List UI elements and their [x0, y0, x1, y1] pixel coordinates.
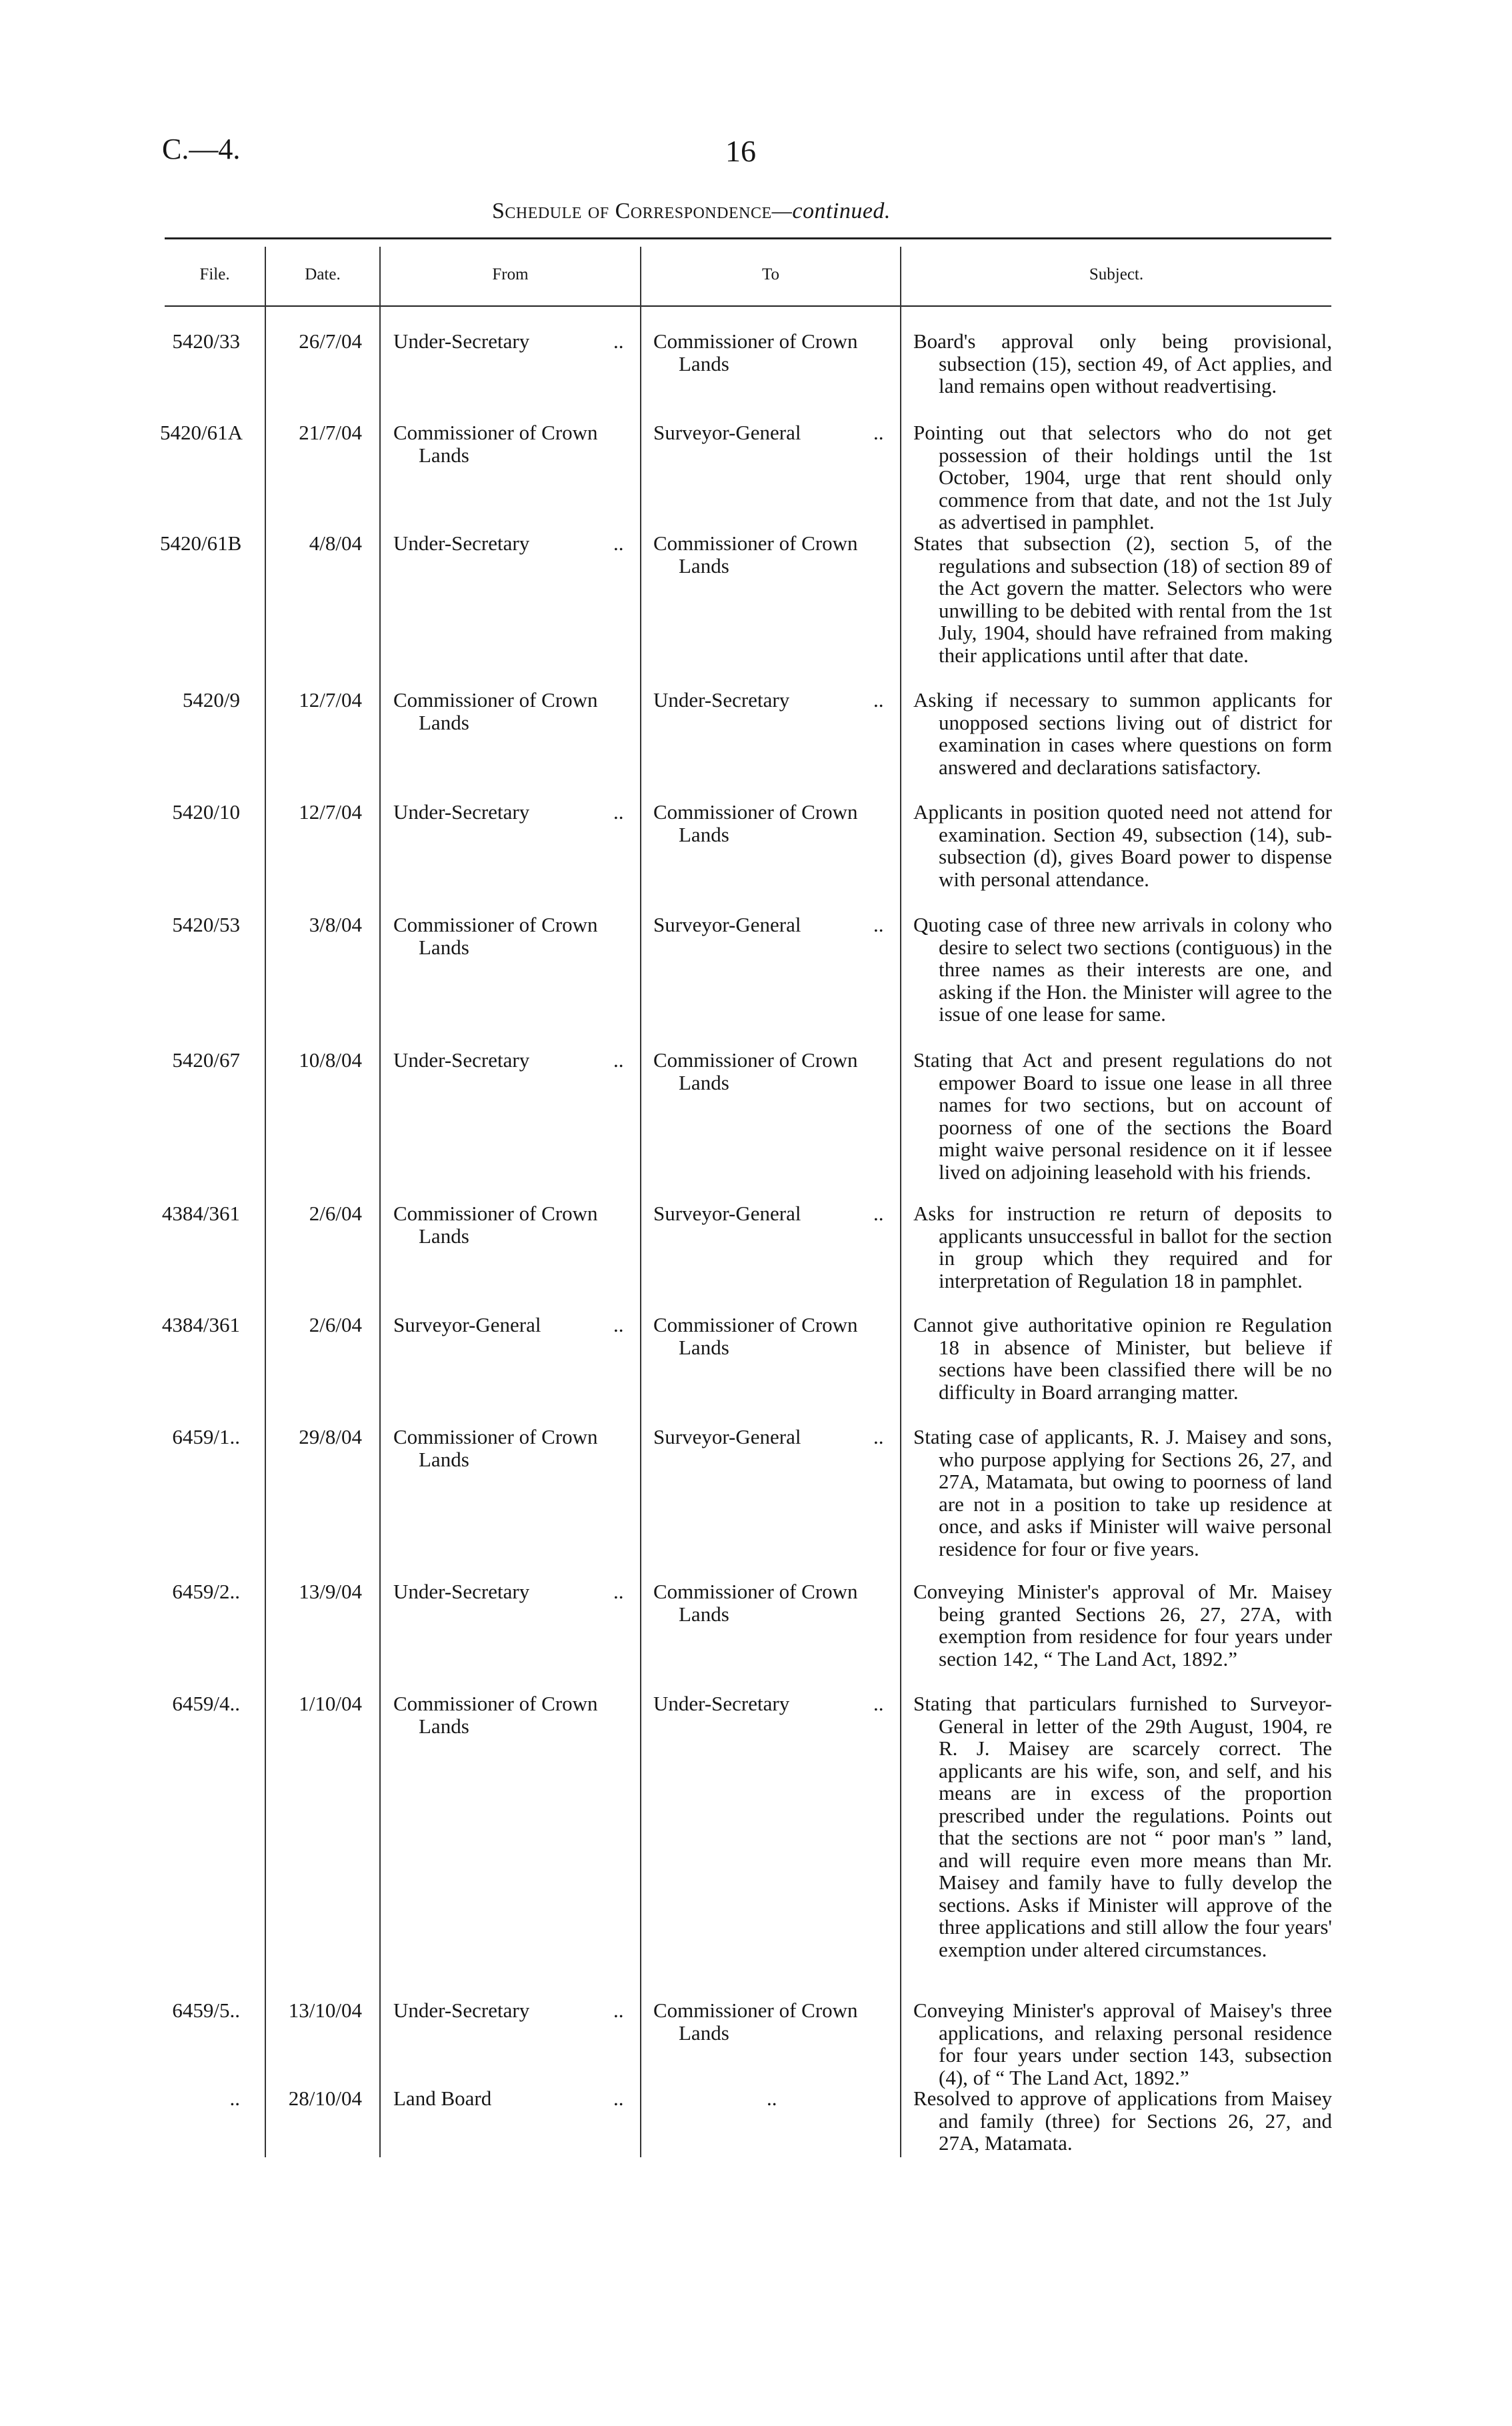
file-number: 5420/53 — [172, 913, 240, 936]
sender-cell — [393, 1314, 630, 1336]
file-number: 6459/5.. — [172, 1999, 240, 2022]
recipient-cell — [653, 1692, 890, 1715]
leader-dots: .. — [613, 329, 624, 353]
column-header-from: From — [492, 265, 529, 283]
subject-text: Resolved to approve of applications from Maisey and family (three) for Sections 26, 27, and 27A, Matamata. — [913, 2087, 1332, 2155]
recipient-line: Under-Secretary — [653, 688, 790, 712]
subject-text: Applicants in position quoted need not attend for examination. Section 49, subsection (14), sub-subsection (d), gives Board power to dispense with personal attendance. — [913, 800, 1332, 891]
column-header-subject: Subject. — [1089, 265, 1144, 283]
sender-cell — [393, 1692, 630, 1737]
sender-line: Commissioner of Crown — [393, 688, 598, 712]
subject-text: Asks for instruction re return of deposits to applicants unsuccessful in ballot for the section in group which they required and for interpretation of Regulation 18 in pamphlet. — [913, 1202, 1332, 1292]
page-identifier: C.—4. — [162, 133, 241, 165]
recipient-line: Commissioner of Crown — [653, 1580, 858, 1603]
subject-text: Quoting case of three new arrivals in colony who desire to select two sections (contiguous) in the three names as their interests are one, and asking if the Hon. the Minister will agree to the issue of one lease for same. — [913, 913, 1332, 1026]
recipient-cell — [653, 1202, 890, 1225]
sender-line: Commissioner of Crown — [393, 913, 598, 936]
file-number: 6459/1.. — [172, 1425, 240, 1448]
file-number: 5420/9 — [182, 688, 240, 712]
subject-text: Asking if necessary to summon applicants for unopposed sections living out of district for examination in cases where questions on form answered and declarations satisfactory. — [913, 688, 1332, 779]
leader-dots: .. — [873, 1425, 884, 1448]
recipient-line: Lands — [679, 1335, 729, 1359]
recipient-line: Surveyor-General — [653, 421, 801, 444]
recipient-cell — [653, 689, 890, 712]
sender-cell — [393, 532, 630, 555]
letter-date: 4/8/04 — [309, 531, 362, 555]
sender-line: Lands — [419, 1224, 469, 1248]
letter-date: 1/10/04 — [299, 1692, 362, 1715]
file-number: 5420/10 — [172, 800, 240, 824]
column-header-file: File. — [199, 265, 230, 283]
file-number: 6459/4.. — [172, 1692, 240, 1715]
file-number: 5420/33 — [172, 329, 240, 353]
recipient-line: Lands — [679, 351, 729, 375]
sender-line: Commissioner of Crown — [393, 1202, 598, 1225]
recipient-line: Lands — [679, 553, 729, 577]
letter-date: 26/7/04 — [299, 329, 362, 353]
subject-text: Stating case of applicants, R. J. Maisey and sons, who purpose applying for Sections 26, 27, and 27A, Matamata, but owing to poorness of land are not in a position to take up residence at once, and asks if Minister will waive personal residence for four or five years. — [913, 1425, 1332, 1560]
subject-text: Pointing out that selectors who do not get possession of their holdings until the 1st October, 1904, urge that rent should only commence from that date, and not the 1st July as advertised in pamphlet. — [913, 421, 1332, 533]
leader-dots: .. — [613, 1313, 624, 1336]
column-divider — [640, 247, 641, 2157]
sender-line: Surveyor-General — [393, 1313, 541, 1336]
recipient-line: Commissioner of Crown — [653, 531, 858, 555]
letter-date: 10/8/04 — [299, 1048, 362, 1072]
file-number: .. — [229, 2087, 240, 2110]
page-number: 16 — [725, 134, 756, 168]
recipient-line: Lands — [679, 1602, 729, 1626]
sender-cell — [393, 2087, 630, 2110]
recipient-line: Lands — [679, 2021, 729, 2045]
letter-date: 12/7/04 — [299, 800, 362, 824]
subject-text: Conveying Minister's approval of Maisey's three applications, and relaxing personal residence for four years under section 143, subsection (4), of “ The Land Act, 1892.” — [913, 1999, 1332, 2089]
recipient-cell — [653, 1999, 890, 2044]
recipient-line: .. — [767, 2087, 777, 2110]
sender-cell — [393, 1049, 630, 1072]
letter-date: 28/10/04 — [288, 2087, 362, 2110]
file-number: 6459/2.. — [172, 1580, 240, 1603]
sender-line: Land Board — [393, 2087, 492, 2110]
sender-cell — [393, 330, 630, 353]
leader-dots: .. — [873, 1692, 884, 1715]
title-continued: —continued. — [771, 199, 891, 223]
file-number: 5420/67 — [172, 1048, 240, 1072]
sender-line: Lands — [419, 443, 469, 467]
letter-date: 13/10/04 — [288, 1999, 362, 2022]
column-divider — [900, 247, 901, 2157]
letter-date: 2/6/04 — [309, 1202, 362, 1225]
sender-line: Under-Secretary — [393, 1580, 530, 1603]
sender-cell — [393, 1999, 630, 2022]
table-header-rule — [165, 305, 1331, 307]
leader-dots: .. — [613, 1999, 624, 2022]
recipient-line: Lands — [679, 1070, 729, 1094]
letter-date: 2/6/04 — [309, 1313, 362, 1336]
sender-line: Commissioner of Crown — [393, 1425, 598, 1448]
leader-dots: .. — [613, 531, 624, 555]
recipient-line: Commissioner of Crown — [653, 1048, 858, 1072]
sender-line: Under-Secretary — [393, 329, 530, 353]
recipient-line: Commissioner of Crown — [653, 1313, 858, 1336]
title-main: Schedule of Correspondence — [492, 199, 772, 223]
file-number: 4384/361 — [161, 1202, 240, 1225]
letter-date: 29/8/04 — [299, 1425, 362, 1448]
recipient-line: Commissioner of Crown — [653, 800, 858, 824]
recipient-cell — [653, 532, 890, 577]
sender-line: Lands — [419, 1447, 469, 1471]
letter-date: 21/7/04 — [299, 421, 362, 444]
sender-cell — [393, 1580, 630, 1603]
recipient-cell — [653, 801, 890, 846]
subject-text: Cannot give authoritative opinion re Regulation 18 in absence of Minister, but believe if sections have been classified there will be no difficulty in Board arranging matter. — [913, 1313, 1332, 1404]
recipient-cell — [653, 421, 890, 444]
sender-line: Commissioner of Crown — [393, 1692, 598, 1715]
leader-dots: .. — [873, 1202, 884, 1225]
letter-date: 12/7/04 — [299, 688, 362, 712]
sender-line: Lands — [419, 1714, 469, 1738]
file-number: 5420/61B — [160, 531, 242, 555]
subject-text: Stating that particulars furnished to Surveyor-General in letter of the 29th August, 1904, re R. J. Maisey are scarcely correct. The applicants are his wife, son, and self, and his means are in excess of the proportion prescribed under the regulations. Points out that the sections are not “ poor man's ” land, and will require even more means than Mr. Maisey and family have to fully develop the sections. Asks if Minister will approve of the three applications and still allow the four years' exemption under altered circumstances. — [913, 1692, 1332, 1961]
recipient-line: Surveyor-General — [653, 913, 801, 936]
recipient-cell — [653, 914, 890, 936]
subject-text: Conveying Minister's approval of Mr. Maisey being granted Sections 26, 27, 27A, with exemption from residence for four years under section 142, “ The Land Act, 1892.” — [913, 1580, 1332, 1670]
column-header-to: To — [761, 265, 780, 283]
leader-dots: .. — [873, 913, 884, 936]
recipient-line: Commissioner of Crown — [653, 329, 858, 353]
recipient-cell — [653, 1580, 890, 1625]
recipient-line: Commissioner of Crown — [653, 1999, 858, 2022]
recipient-cell — [653, 2087, 890, 2110]
leader-dots: .. — [613, 1048, 624, 1072]
sender-line: Under-Secretary — [393, 531, 530, 555]
recipient-line: Under-Secretary — [653, 1692, 790, 1715]
subject-text: States that subsection (2), section 5, of the regulations and subsection (18) of section 89 of the Act govern the matter. Selectors who were unwilling to be debited with rental from the 1st July, 1904, should have refrained from making their applications until after that date. — [913, 531, 1332, 667]
sender-line: Lands — [419, 935, 469, 959]
recipient-line: Surveyor-General — [653, 1425, 801, 1448]
sender-cell — [393, 801, 630, 824]
leader-dots: .. — [873, 421, 884, 444]
recipient-cell — [653, 330, 890, 375]
sender-cell — [393, 1202, 630, 1247]
sender-line: Under-Secretary — [393, 1999, 530, 2022]
column-divider — [379, 247, 381, 2157]
sender-cell — [393, 689, 630, 734]
leader-dots: .. — [613, 1580, 624, 1603]
sender-line: Lands — [419, 710, 469, 734]
letter-date: 13/9/04 — [299, 1580, 362, 1603]
leader-dots: .. — [613, 800, 624, 824]
page-title — [492, 199, 891, 224]
recipient-line: Surveyor-General — [653, 1202, 801, 1225]
column-header-date: Date. — [305, 265, 341, 283]
subject-text: Board's approval only being provisional, subsection (15), section 49, of Act applies, and land remains open without readvertising. — [913, 329, 1332, 397]
sender-line: Under-Secretary — [393, 800, 530, 824]
recipient-cell — [653, 1049, 890, 1094]
sender-line: Commissioner of Crown — [393, 421, 598, 444]
subject-text: Stating that Act and present regulations do not empower Board to issue one lease in all three names for two sections, but on account of poorness of one of the sections the Board might waive personal residence on it if lessee lived on adjoining leasehold with his friends. — [913, 1048, 1332, 1184]
sender-cell — [393, 421, 630, 466]
leader-dots: .. — [613, 2087, 624, 2110]
letter-date: 3/8/04 — [309, 913, 362, 936]
file-number: 4384/361 — [161, 1313, 240, 1336]
sender-line: Under-Secretary — [393, 1048, 530, 1072]
recipient-cell — [653, 1314, 890, 1358]
recipient-cell — [653, 1426, 890, 1448]
leader-dots: .. — [873, 688, 884, 712]
sender-cell — [393, 1426, 630, 1470]
recipient-line: Lands — [679, 822, 729, 846]
table-top-rule — [165, 237, 1331, 239]
file-number: 5420/61A — [160, 421, 243, 444]
sender-cell — [393, 914, 630, 958]
